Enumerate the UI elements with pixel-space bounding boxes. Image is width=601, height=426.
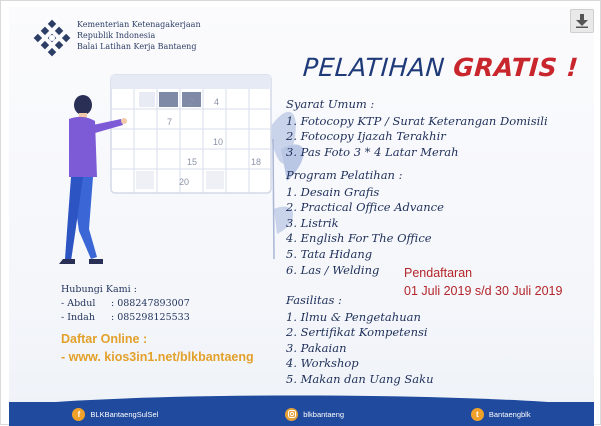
list-item: 1. Desain Grafis (286, 184, 380, 199)
requirements-section (286, 97, 548, 160)
facebook-handle: BLKBantaengSulSel (90, 409, 159, 419)
contact-section (61, 283, 190, 325)
list-item: 5. Tata Hidang (286, 246, 373, 261)
facebook-icon: f (72, 408, 85, 421)
headline-main: PELATIHAN (301, 53, 446, 82)
twitter-icon: t (471, 408, 484, 421)
list-item: 5. Makan dan Uang Saku (286, 371, 434, 386)
list-item: 2. Practical Office Advance (286, 200, 444, 215)
contact-phone: : 088247893007 (111, 298, 190, 309)
list-item: 4. English For The Office (286, 231, 432, 246)
online-registration (61, 330, 254, 366)
list-item: 3. Pas Foto 3 * 4 Latar Merah (286, 144, 459, 159)
registration-dates: 01 Juli 2019 s/d 30 Juli 2019 (404, 284, 563, 298)
list-item: 1. Fotocopy KTP / Surat Keterangan Domisili (286, 113, 548, 128)
facilities-section (286, 293, 434, 388)
facebook-link (72, 408, 158, 421)
calendar-number: 7 (167, 117, 173, 127)
calendar-number: 10 (213, 137, 224, 147)
list-item: 2. Fotocopy Ijazah Terakhir (286, 129, 446, 144)
twitter-handle: Bantaengblk (488, 409, 531, 419)
calendar-number: 2 (189, 97, 195, 107)
social-footer (9, 402, 594, 426)
poster-headline (302, 53, 580, 82)
download-arrow-icon (576, 14, 588, 28)
list-item: 4. Workshop (286, 356, 359, 371)
instagram-link (285, 408, 344, 421)
list-item: 2. Sertifikat Kompetensi (286, 325, 428, 340)
calendar-number: 4 (214, 97, 220, 107)
calendar-illustration (49, 59, 319, 269)
republic-name: Republik Indonesia (77, 31, 156, 40)
requirements-title: Syarat Umum : (286, 97, 375, 111)
programs-section (286, 168, 444, 278)
contact-row (61, 311, 190, 325)
contact-title: Hubungi Kami : (61, 284, 137, 295)
ministry-name: Kementerian Ketenagakerjaan (77, 20, 201, 29)
training-poster (9, 7, 594, 426)
list-item: 3. Pakaian (286, 340, 347, 355)
instagram-handle: blkbantaeng (303, 409, 345, 419)
instagram-icon (285, 408, 298, 421)
registration-label: Pendaftaran (404, 266, 473, 280)
institution-name: Balai Latihan Kerja Bantaeng (77, 42, 197, 51)
contact-row (61, 297, 190, 311)
contact-phone: : 085298125533 (111, 312, 190, 323)
list-item: 6. Las / Welding (286, 262, 380, 277)
ministry-logo-block (33, 19, 201, 57)
list-item: 3. Listrik (286, 215, 339, 230)
calendar-number: 20 (179, 177, 190, 187)
contact-name: - Indah (61, 312, 95, 323)
contact-name: - Abdul (61, 298, 96, 309)
facilities-title: Fasilitas : (286, 293, 342, 307)
online-title: Daftar Online : (61, 332, 148, 346)
download-button[interactable] (570, 9, 594, 33)
calendar-number: 18 (251, 157, 262, 167)
programs-title: Program Pelatihan : (286, 168, 403, 182)
twitter-link (471, 408, 531, 421)
ministry-logo-icon (33, 19, 71, 57)
calendar-number: 15 (187, 157, 198, 167)
list-item: 1. Ilmu & Pengetahuan (286, 309, 421, 324)
online-url: - www. kios3in1.net/blkbantaeng (61, 350, 254, 364)
headline-accent: GRATIS ! (452, 53, 580, 82)
